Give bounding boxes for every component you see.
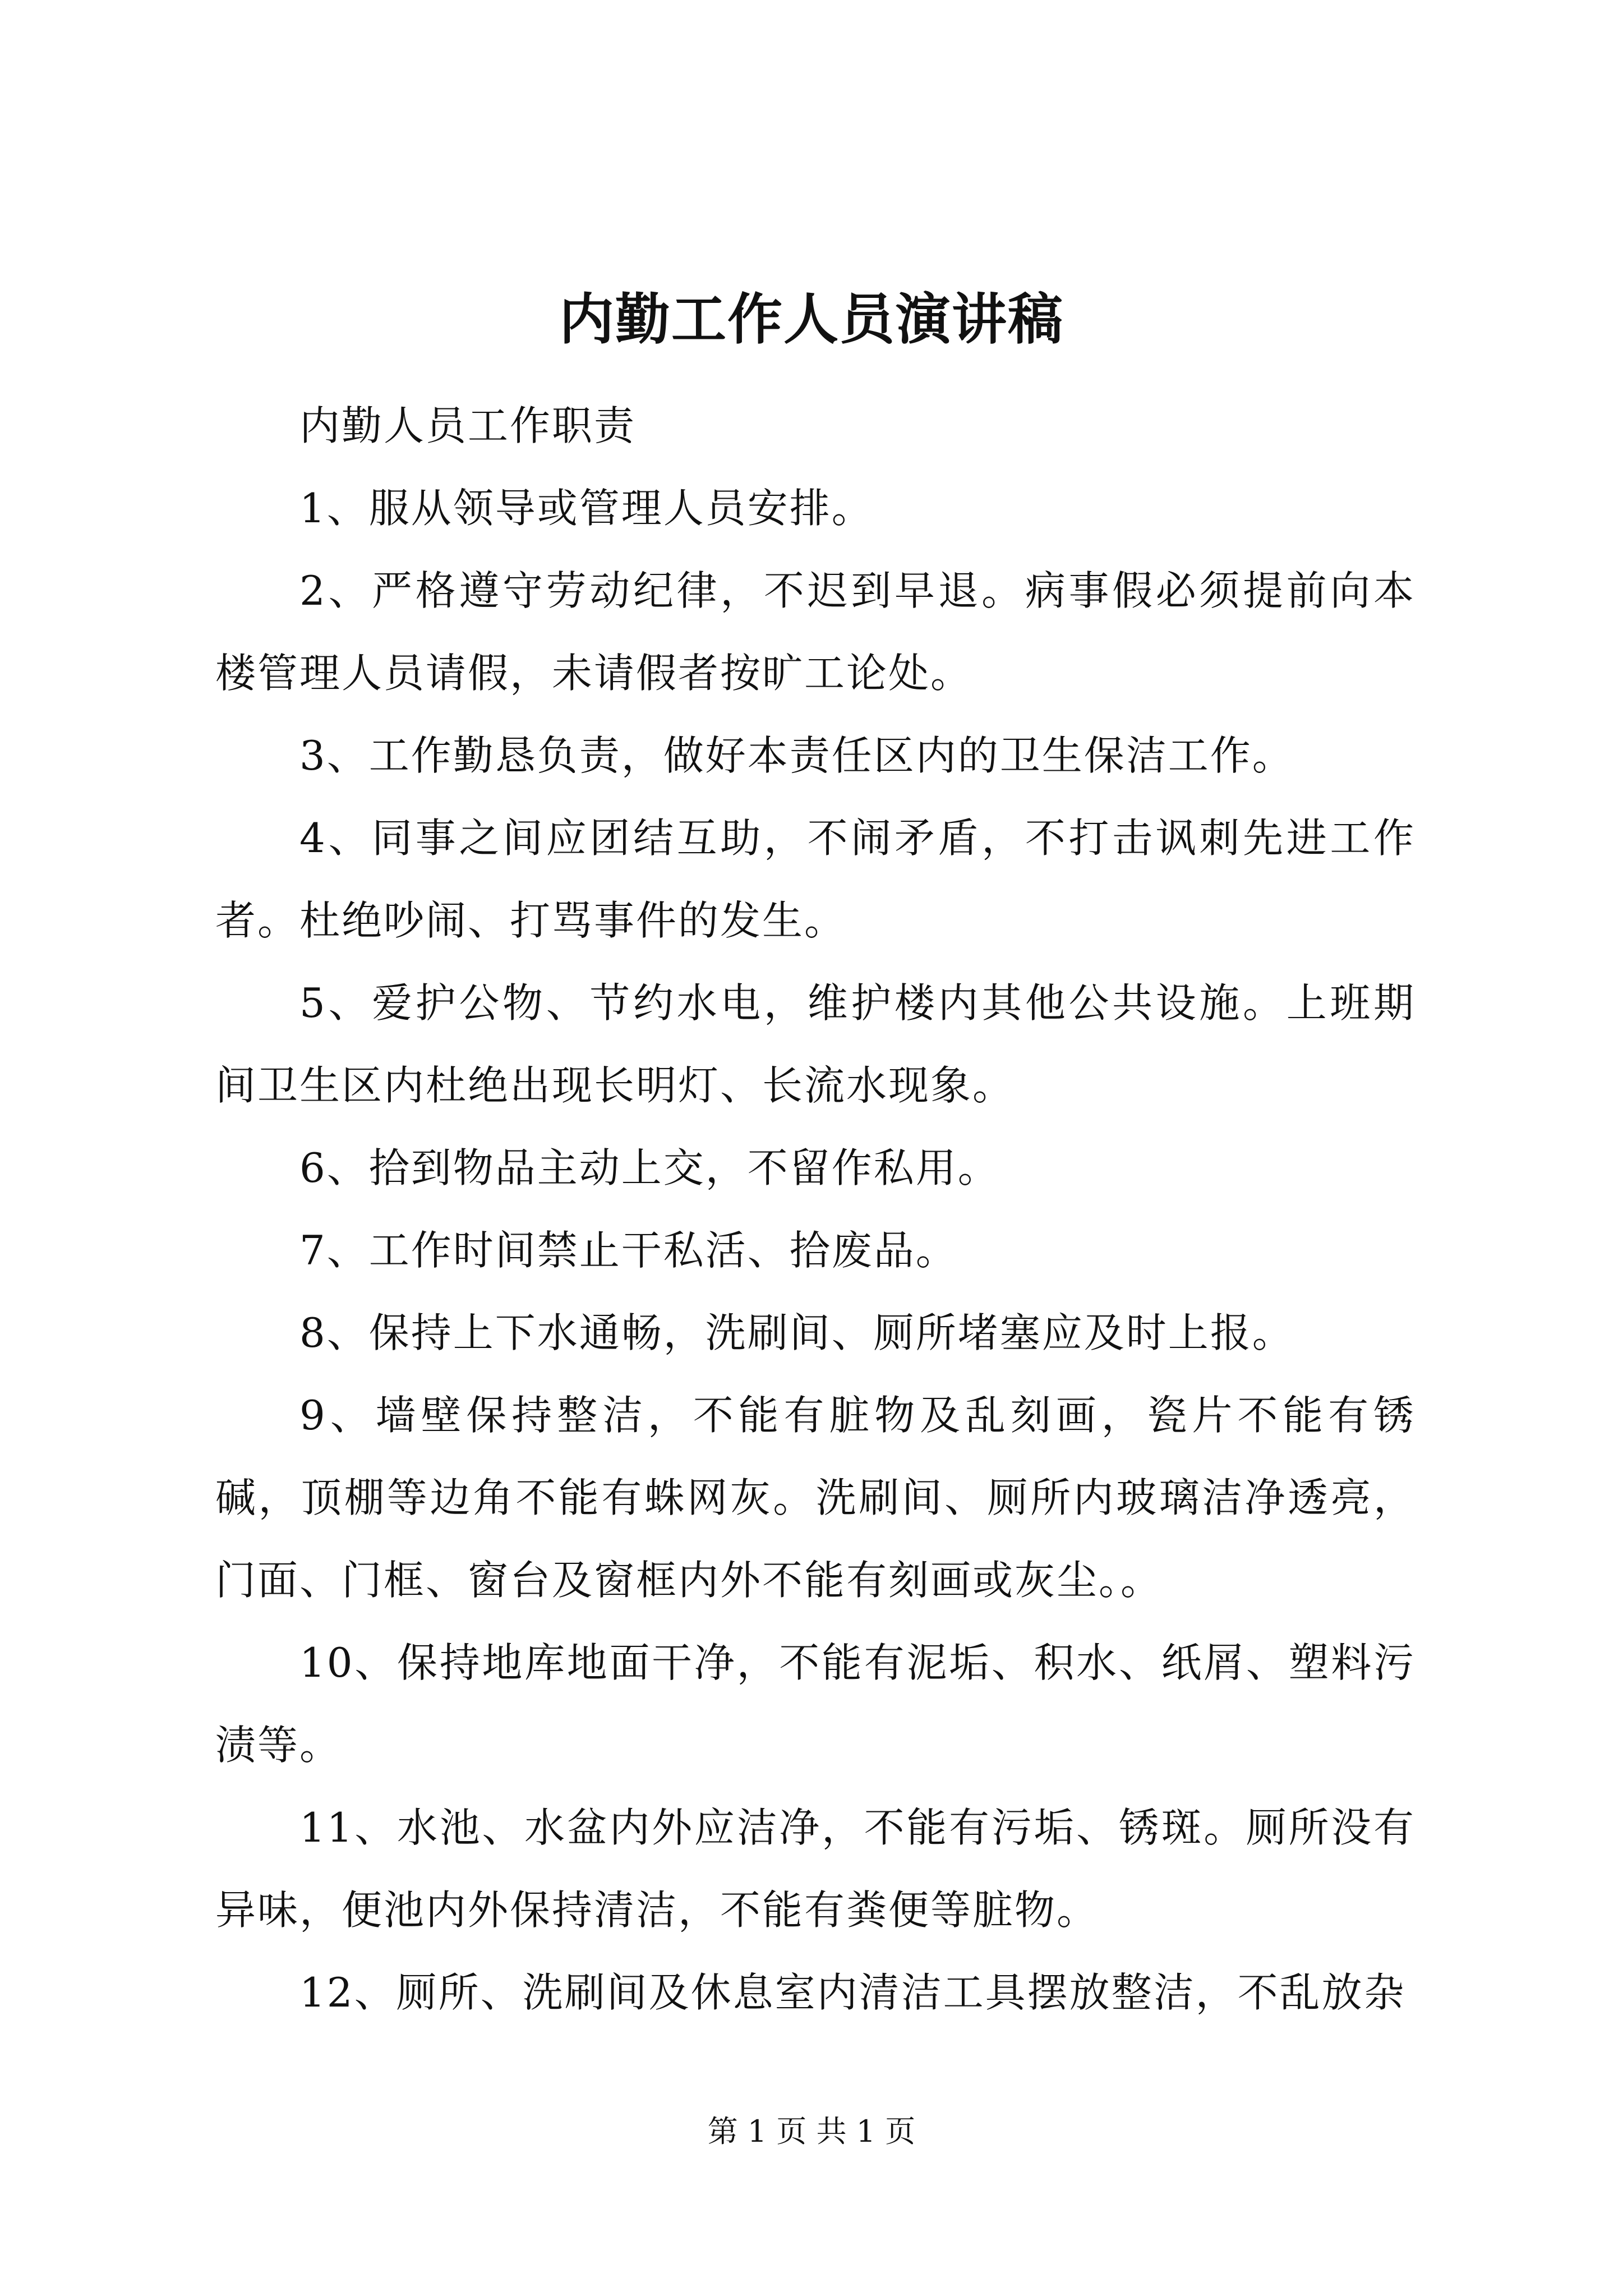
paragraph-heading: 内勤人员工作职责 bbox=[299, 402, 637, 449]
document-body bbox=[215, 385, 1415, 2034]
document-title: 内勤工作人员演讲稿 bbox=[559, 287, 1064, 352]
paragraph-item-8: 8、保持上下水通畅，洗刷间、厕所堵塞应及时上报。 bbox=[299, 1309, 1294, 1356]
paragraph-item-9: 9、墙壁保持整洁，不能有脏物及乱刻画，瓷片不能有锈碱，顶棚等边角不能有蛛网灰。洗刷间、厕所内玻璃洁净透亮，门面、门框、窗台及窗框内外不能有刻画或灰尘。。 bbox=[215, 1392, 1415, 1604]
paragraph-item-3: 3、工作勤恳负责，做好本责任区内的卫生保洁工作。 bbox=[299, 732, 1294, 779]
paragraph-item-12: 12、厕所、洗刷间及休息室内清洁工具摆放整洁，不乱放杂 bbox=[299, 1969, 1406, 2016]
paragraph-item-10: 10、保持地库地面干净，不能有泥垢、积水、纸屑、塑料污渍等。 bbox=[215, 1639, 1415, 1769]
paragraph-item-11: 11、水池、水盆内外应洁净，不能有污垢、锈斑。厕所没有异味，便池内外保持清洁，不能有粪便等脏物。 bbox=[215, 1804, 1415, 1934]
page-footer: 第 1 页 共 1 页 bbox=[707, 2114, 916, 2149]
paragraph-item-2: 2、严格遵守劳动纪律，不迟到早退。病事假必须提前向本楼管理人员请假，未请假者按旷工论处。 bbox=[215, 567, 1415, 697]
paragraph-item-5: 5、爱护公物、节约水电，维护楼内其他公共设施。上班期间卫生区内杜绝出现长明灯、长流水现象。 bbox=[215, 979, 1415, 1109]
paragraph-item-4: 4、同事之间应团结互助，不闹矛盾，不打击讽刺先进工作者。杜绝吵闹、打骂事件的发生。 bbox=[215, 815, 1415, 944]
paragraph-item-7: 7、工作时间禁止干私活、拾废品。 bbox=[299, 1227, 958, 1274]
paragraph-item-1: 1、服从领导或管理人员安排。 bbox=[299, 485, 874, 532]
paragraph-item-6: 6、拾到物品主动上交，不留作私用。 bbox=[299, 1144, 1000, 1191]
